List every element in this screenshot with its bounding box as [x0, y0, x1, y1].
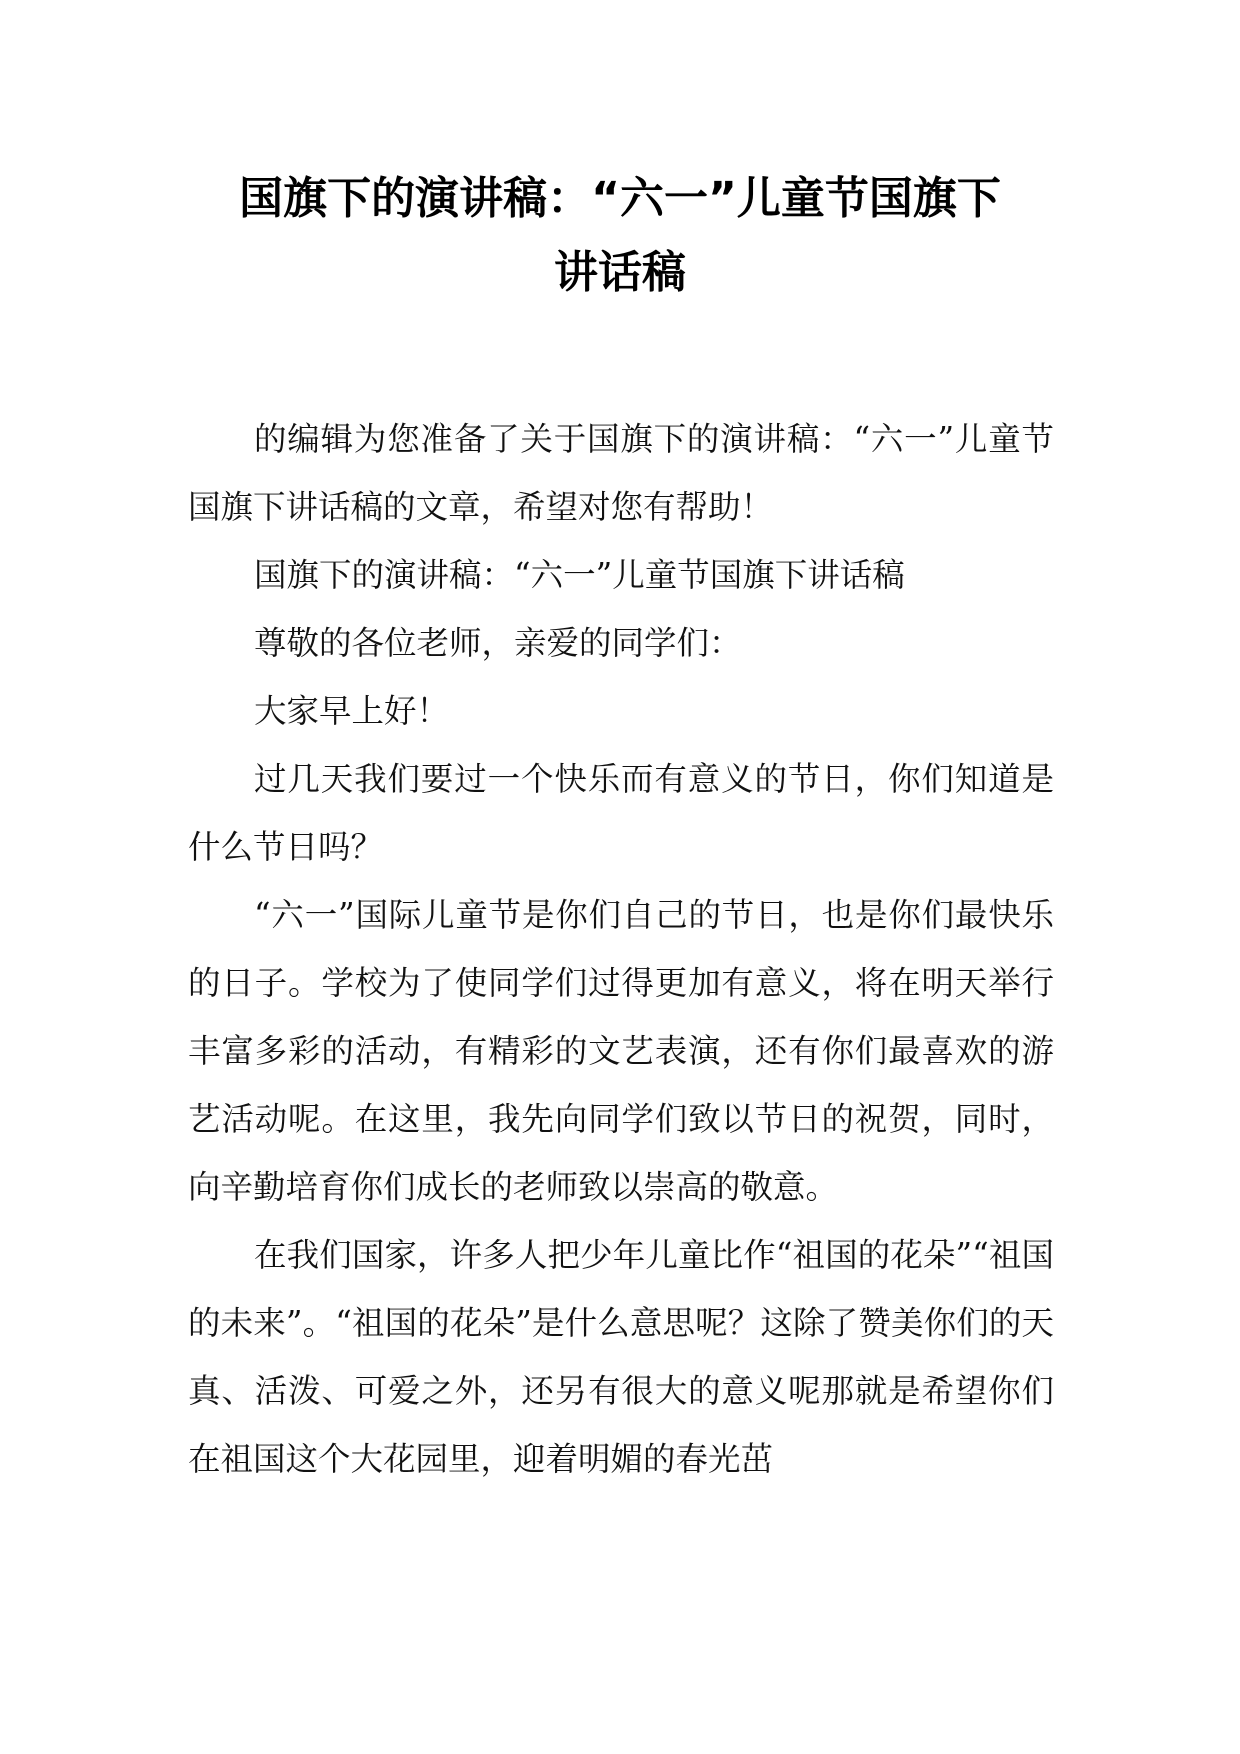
salutation: 尊敬的各位老师，亲爱的同学们：: [254, 624, 742, 662]
greeting: 大家早上好！: [254, 692, 450, 730]
title-line-1: 国旗下的演讲稿：“六一”儿童节国旗下: [239, 173, 1001, 224]
body-paragraph: 过几天我们要过一个快乐而有意义的节日，你们知道是什么节日吗？: [188, 760, 1054, 866]
title-line-2: 讲话稿: [554, 247, 686, 298]
body-paragraph: 在我们国家，许多人把少年儿童比作“祖国的花朵”“祖国的未来”。“祖国的花朵”是什么意思呢？这除了赞美你们的天真、活泼、可爱之外，还另有很大的意义呢那就是希望你们在祖国这个大花园里，迎着明媚的春光茁: [188, 1236, 1054, 1478]
speech-heading: 国旗下的演讲稿：“六一”儿童节国旗下讲话稿: [254, 556, 905, 594]
document-body: [188, 405, 1054, 1493]
document-title: [160, 162, 1080, 310]
body-paragraph: “六一”国际儿童节是你们自己的节日，也是你们最快乐的日子。学校为了使同学们过得更加有意义，将在明天举行丰富多彩的活动，有精彩的文艺表演，还有你们最喜欢的游艺活动呢。在这里，我先向同学们致以节日的祝贺，同时，向辛勤培育你们成长的老师致以崇高的敬意。: [188, 896, 1054, 1206]
intro-paragraph: 的编辑为您准备了关于国旗下的演讲稿：“六一”儿童节国旗下讲话稿的文章，希望对您有帮助！: [188, 420, 1054, 526]
